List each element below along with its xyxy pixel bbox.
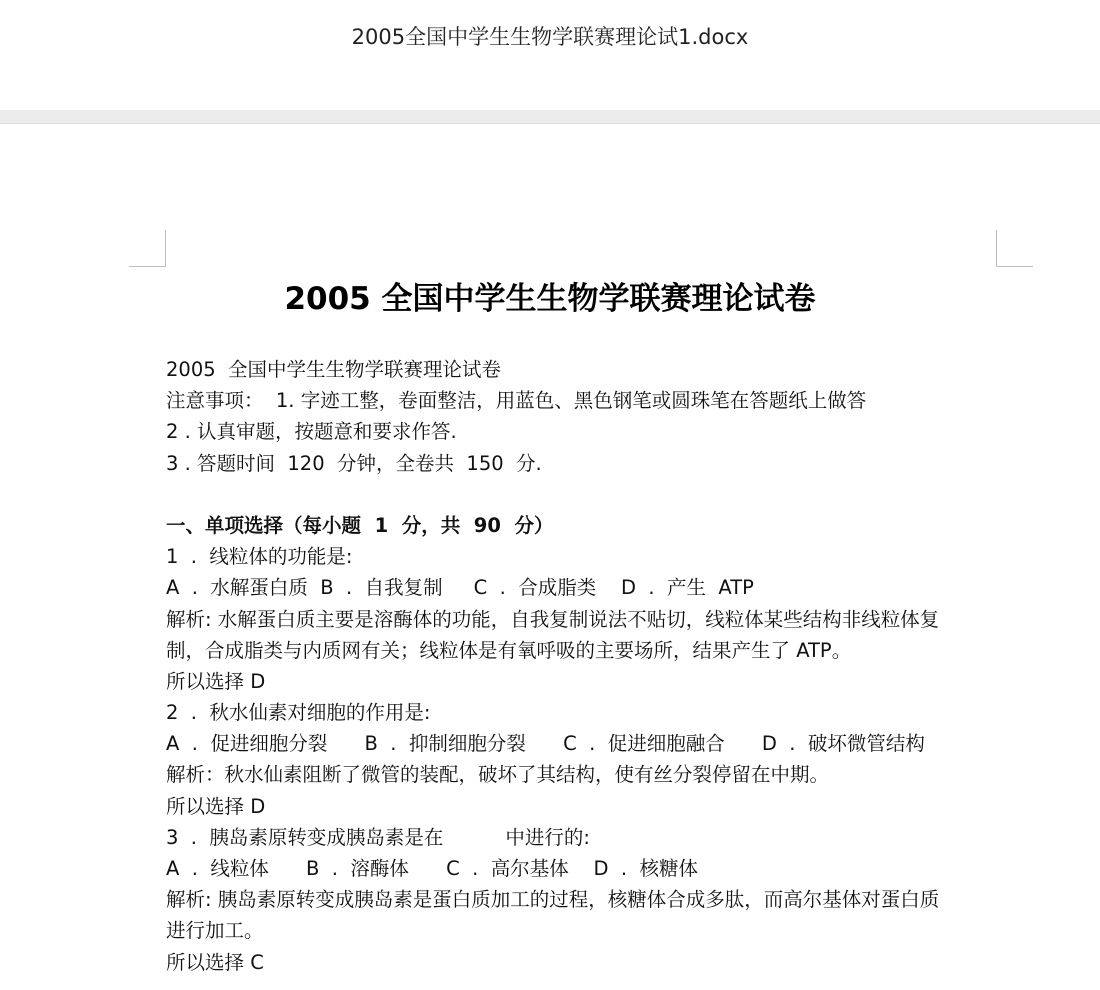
- file-title: 2005全国中学生生物学联赛理论试1.docx: [351, 25, 749, 49]
- text-line: 所以选择 C: [166, 950, 264, 974]
- text-line: A . 水解蛋白质 B . 自我复制 C . 合成脂类 D . 产生 ATP: [166, 576, 754, 600]
- text-line: 所以选择 D: [166, 669, 266, 693]
- text-line: A . 促进细胞分裂 B . 抑制细胞分裂 C . 促进细胞融合 D . 破坏微管结构: [166, 732, 925, 756]
- text-line: 制，合成脂类与内质网有关；线粒体是有氧呼吸的主要场所，结果产生了 ATP。: [166, 638, 852, 662]
- text-line: 注意事项： 1. 字迹工整，卷面整洁，用蓝色、黑色钢笔或圆珠笔在答题纸上做答: [166, 389, 867, 413]
- section-heading: 一、单项选择（每小题 1 分，共 90 分）: [166, 513, 554, 537]
- text-line: 解析: 水解蛋白质主要是溶酶体的功能，自我复制说法不贴切，线粒体某些结构非线粒体复: [166, 607, 940, 631]
- text-line: 解析：秋水仙素阻断了微管的装配，破坏了其结构，使有丝分裂停留在中期。: [166, 763, 830, 787]
- text-line: 2 . 认真审题，按题意和要求作答.: [166, 420, 457, 444]
- document-page[interactable]: [0, 124, 1100, 990]
- text-line: 1 . 线粒体的功能是:: [166, 545, 353, 569]
- text-line: 进行加工。: [166, 919, 264, 943]
- text-line: 2 . 秋水仙素对细胞的作用是:: [166, 701, 431, 725]
- text-line: 2005 全国中学生生物学联赛理论试卷: [166, 358, 502, 381]
- text-line: 3 . 胰岛素原转变成胰岛素是在 中进行的:: [166, 825, 590, 849]
- margin-corner-top-left: [129, 230, 166, 267]
- document-heading: 2005 全国中学生生物学联赛理论试卷: [284, 281, 816, 317]
- text-line: [166, 479, 1006, 510]
- window-titlebar: [0, 0, 1100, 110]
- text-line: 解析: 胰岛素原转变成胰岛素是蛋白质加工的过程，核糖体合成多肽，而高尔基体对蛋白质: [166, 888, 940, 912]
- text-line: 3 . 答题时间 120 分钟，全卷共 150 分.: [166, 451, 542, 475]
- ruler-band: [0, 110, 1100, 124]
- document-body[interactable]: [166, 354, 1006, 978]
- text-line: 所以选择 D: [166, 794, 266, 818]
- margin-corner-top-right: [996, 230, 1033, 267]
- text-line: A . 线粒体 B . 溶酶体 C . 高尔基体 D . 核糖体: [166, 857, 698, 880]
